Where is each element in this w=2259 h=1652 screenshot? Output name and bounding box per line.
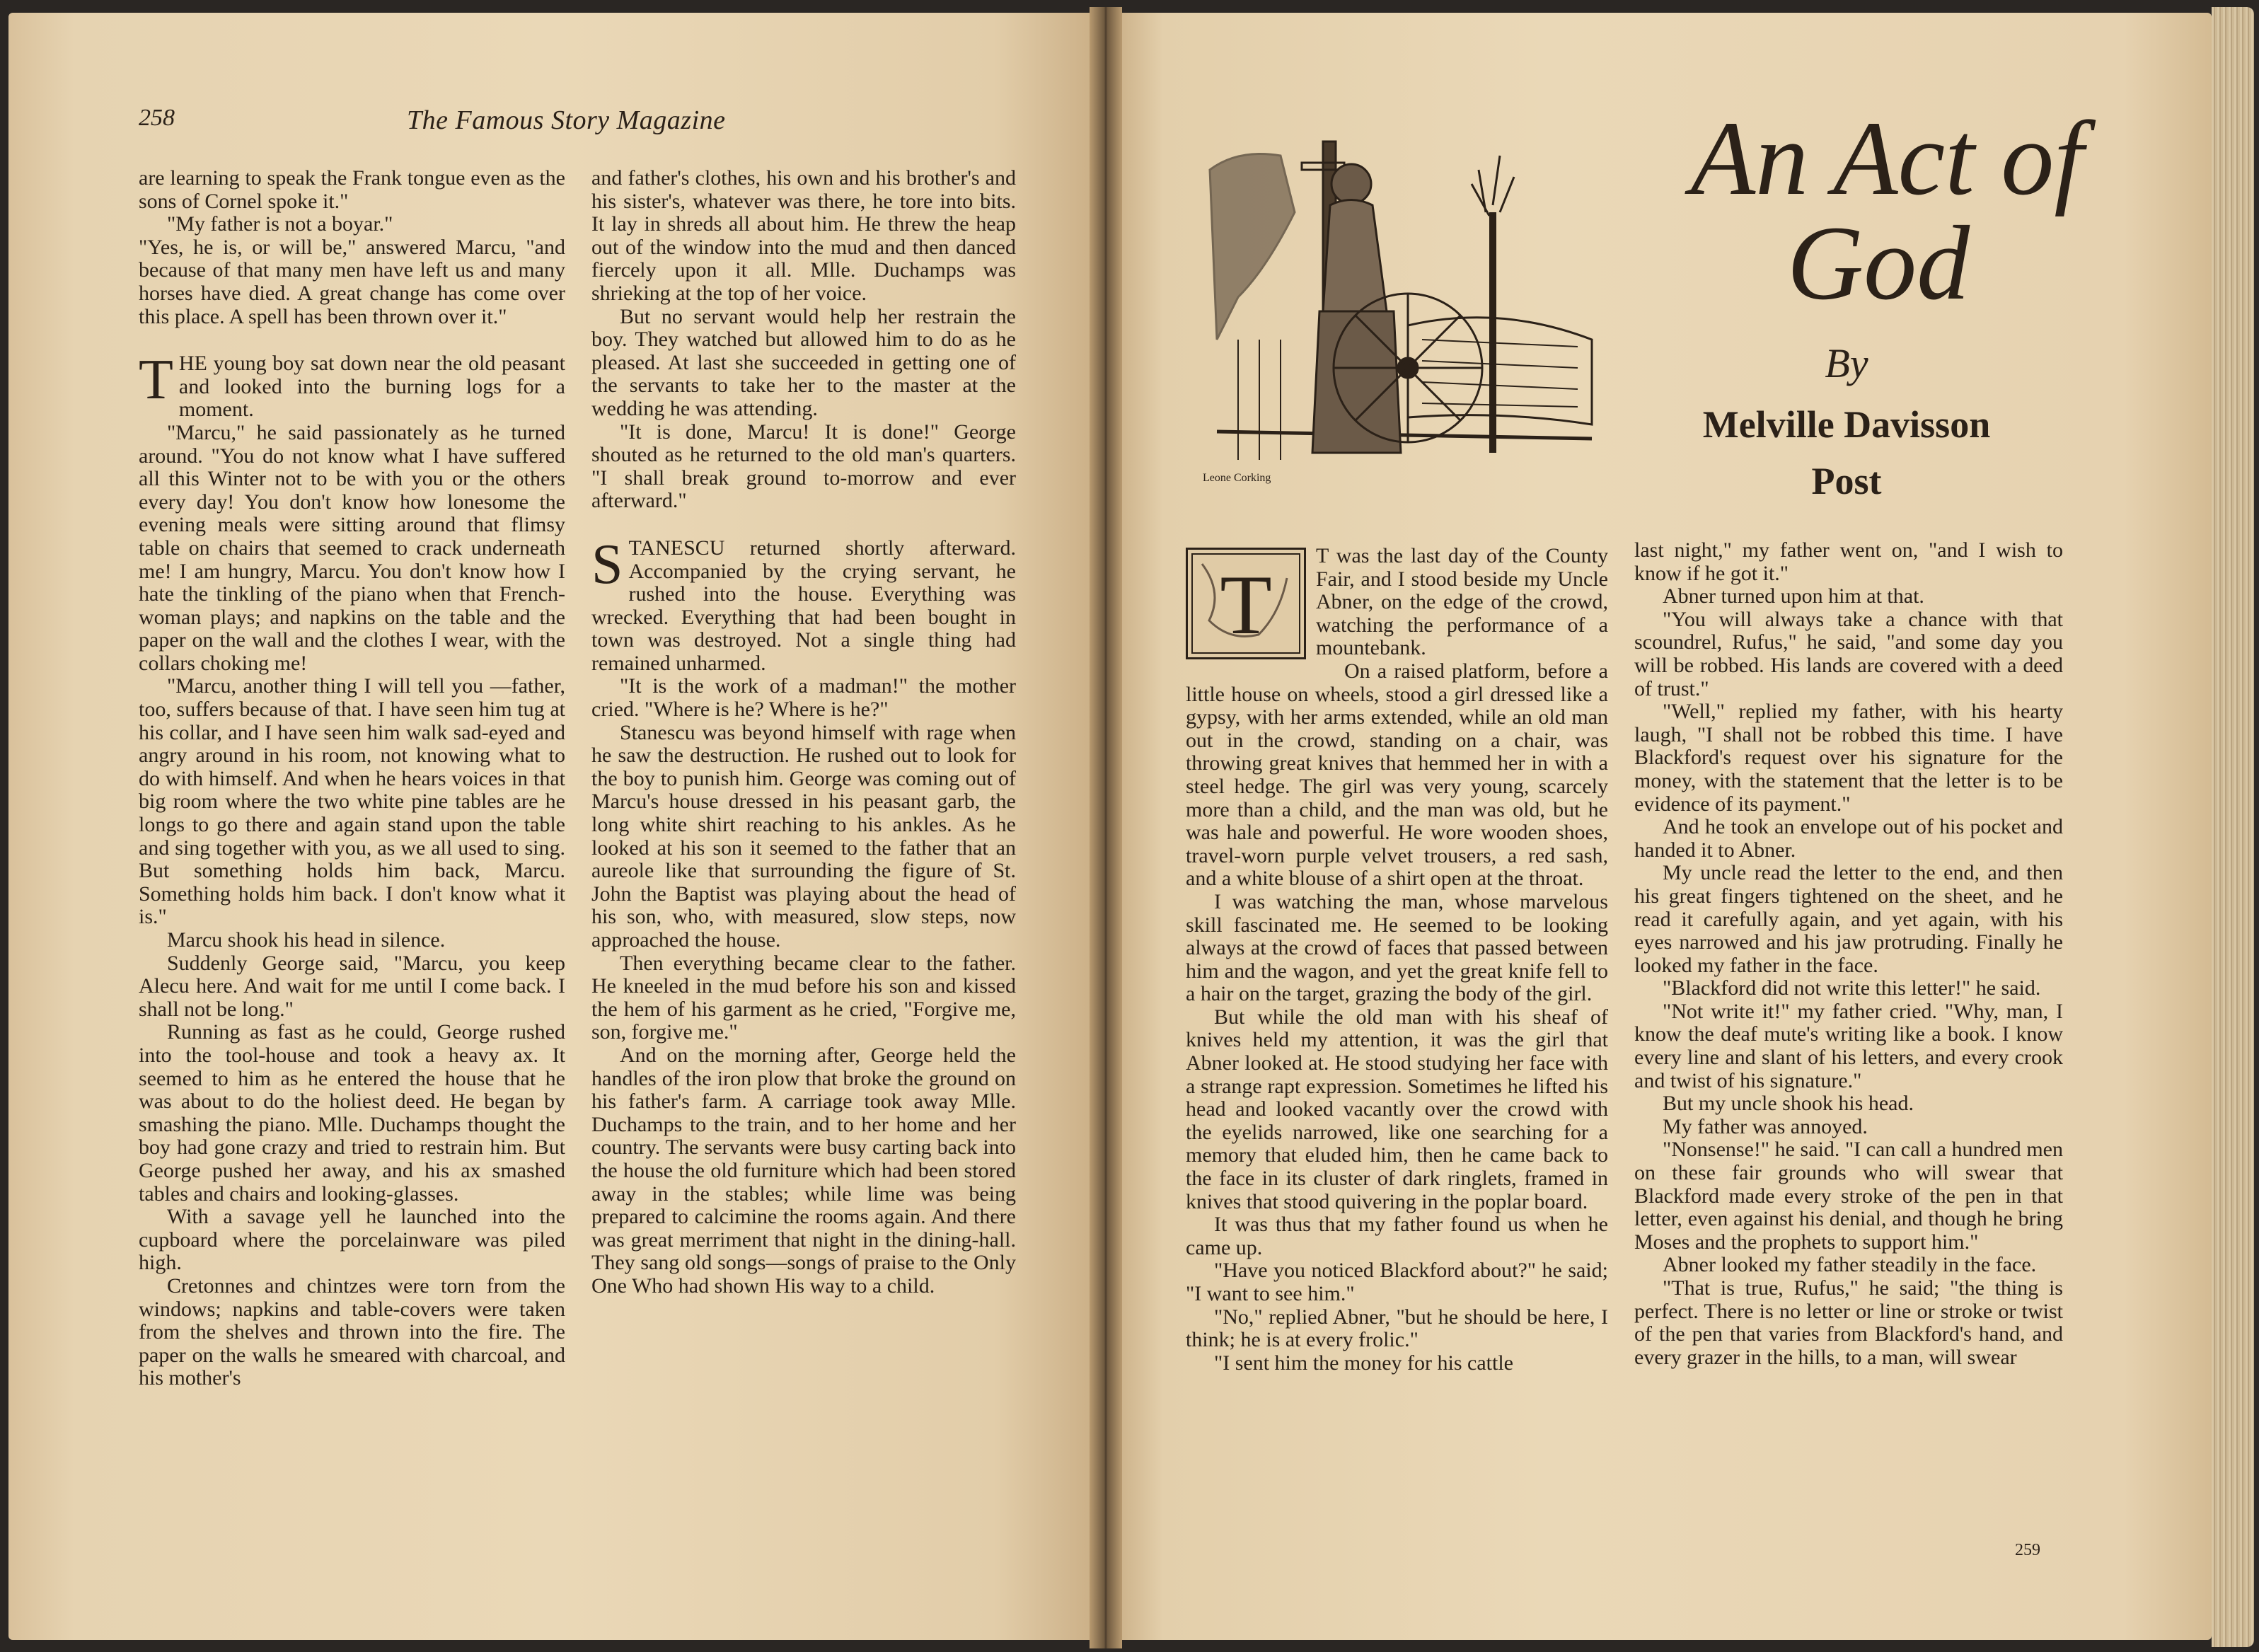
paragraph-text: Then everything became clear to the father. He kneeled in the mud before his son and kissed the hem of his garment as he cried, "Forgive me, son, forgive me." [591, 951, 1016, 1044]
paragraph-text: But no servant would help her restrain the boy. They watched but allowed him to do as he pleased. At last she succeeded in getting one of the servants to take her to the master at the wedding he was attending. [591, 304, 1016, 420]
paragraph [1186, 545, 1608, 660]
paragraph [591, 167, 1016, 306]
paragraph-text: "Well," replied my father, with his hearty laugh, "I shall not be robbed this time. I have Blackford's request over his signature for the money, with the statement that the letter is to be evidence of its payment." [1634, 700, 2063, 816]
paragraph [1634, 1254, 2063, 1277]
page-number-right: 259 [2015, 1541, 2040, 1559]
paragraph-text: Cretonnes and chintzes were torn from the windows; napkins and table-covers were taken from the shelves and thrown into the fire. The paper on the walls he smeared with charcoal, and his mother's [139, 1273, 565, 1390]
paragraph [139, 675, 565, 929]
paragraph [591, 722, 1016, 952]
author-line-1: Melville Davisson [1702, 403, 1991, 446]
paragraph [1634, 816, 2063, 862]
title-line-2: God [1786, 204, 1970, 322]
paragraph [1186, 1352, 1608, 1375]
running-head: The Famous Story Magazine [407, 105, 726, 135]
paragraph-text: "Blackford did not write this letter!" he said. [1663, 976, 2041, 1000]
paragraph-text: With a savage yell he launched into the cupboard where the porcelainware was piled high. [139, 1205, 565, 1275]
author-name [1606, 396, 2087, 509]
paragraph [1634, 539, 2063, 585]
paragraph-text: "Marcu, another thing I will tell you —father, too, suffers because of that. I have seen him tug at his collar, and I have seen him walk sad-eyed and angry around in his room, not knowing what to do with himself. And when he hears voices in that big room where the two white pine tables are he longs to go there and again stand upon the table and sing together with you, as we all used to sing. But something holds him back, Marcu. Something holds him back. I don't know what it is." [139, 674, 565, 929]
illustrator-signature: Leone Corking [1203, 472, 1271, 484]
paragraph [591, 306, 1016, 421]
paragraph [139, 167, 565, 213]
paragraph [1634, 977, 2063, 1000]
right-column-2 [1634, 539, 2063, 1369]
paragraph-text: I was watching the man, whose marvelous skill fascinated me. He seemed to be looking always at the crowd of faces that passed between him and the wagon, and yet the great knife fell to a hair on the target, grazing the body of the girl. [1186, 889, 1608, 1006]
title-line-1: An Act of [1690, 100, 2084, 217]
paragraph-text: "Not write it!" my father cried. "Why, man, I know the deaf mute's writing like a book. I know every line and slant of his letters, and every crook and twist of his signature." [1634, 999, 2063, 1092]
paragraph-text: "I sent him the money for his cattle [1214, 1351, 1513, 1375]
paragraph [1186, 1006, 1608, 1213]
paragraph [1186, 1259, 1608, 1305]
paragraph-text: Abner looked my father steadily in the face. [1663, 1253, 2037, 1277]
paragraph [1634, 1000, 2063, 1092]
drop-cap: T [139, 349, 173, 412]
paragraph [1634, 862, 2063, 977]
paragraph-text: My uncle read the letter to the end, and then his great fingers tightened on the sheet, and he read it carefully again, and yet again, with his eyes narrowed and his jaw protruding. Finally he looked my father in the face. [1634, 861, 2063, 977]
section-break [139, 328, 565, 352]
paragraph-text: "My father is not a boyar." [167, 212, 393, 236]
paragraph [1634, 1277, 2063, 1369]
paragraph-text: My father was annoyed. [1663, 1114, 1868, 1138]
author-line-2: Post [1811, 460, 1882, 502]
paragraph-text: It was thus that my father found us when he came up. [1186, 1213, 1608, 1259]
paragraph [1634, 1092, 2063, 1116]
paragraph-text: But while the old man with his sheaf of knives held my attention, it was the girl that Abner looked at. He stood studying her face with a strange rapt expression. Sometimes he lifted his head and looked vacantly over the crowd with the eyelids narrowed, like one searching for a memory that eluded him, then he came back to the face in its cluster of dark ringlets, framed in knives that stood quivering in the poplar board. [1186, 1005, 1608, 1213]
paragraph [1634, 608, 2063, 700]
paragraph [139, 349, 565, 422]
paragraph [1634, 1116, 2063, 1139]
drop-cap: S [591, 533, 623, 596]
paragraph [139, 1275, 565, 1390]
paragraph-text: TANESCU returned shortly afterward. Accompanied by the crying servant, he rushed into the house. Everything was wrecked. Everything that had been bought in town was destroyed. Not a single thing had remained unharmed. [591, 536, 1016, 675]
ornamental-initial [1186, 548, 1306, 659]
paragraph-text: "Yes, he is, or will be," answered Marcu, "and because of that many men have left us and many horses have died. A great change has come over this place. A spell has been thrown over it." [139, 235, 565, 328]
svg-text:T: T [1220, 558, 1272, 652]
paragraph [1634, 585, 2063, 608]
paragraph [1186, 1306, 1608, 1352]
paragraph-text: "No," replied Abner, "but he should be here, I think; he is at every frolic." [1186, 1305, 1608, 1352]
page-edges [2212, 7, 2254, 1647]
paragraph-text: Running as fast as he could, George rushed into the tool-house and took a heavy ax. It seemed to him as he entered the house that he was about to do the holiest deed. He began by smashing the piano. Mlle. Duchamps thought the boy had gone crazy and tried to restrain him. But George pushed her away, and his ax smashed tables and chairs and looking-glasses. [139, 1020, 565, 1206]
paragraph [1634, 1138, 2063, 1254]
book-gutter [1090, 7, 1122, 1648]
paragraph [1186, 891, 1608, 1006]
paragraph-text: And he took an envelope out of his pocket and handed it to Abner. [1634, 815, 2063, 862]
paragraph [591, 952, 1016, 1044]
paragraph [139, 929, 565, 952]
paragraph-text: and father's clothes, his own and his brother's and his sister's, whatever was there, he tore into bits. It lay in shreds all about him. He threw the heap out of the window into the mud and then danced fiercely upon it all. Mlle. Duchamps was shrieking at the top of her voice. [591, 166, 1016, 305]
paragraph [591, 421, 1016, 513]
paragraph-text: "That is true, Rufus," he said; "the thing is perfect. There is no letter or line or stroke or twist of the pen that varies from Blackford's hand, and every grazer in the hills, to a man, will swear [1634, 1276, 2063, 1369]
section-break [591, 513, 1016, 537]
paragraph-text: "It is done, Marcu! It is done!" George shouted as he returned to the old man's quarters. "I shall break ground to-morrow and ever afterward." [591, 420, 1016, 513]
paragraph-text: "It is the work of a madman!" the mother cried. "Where is he? Where is he?" [591, 674, 1016, 722]
paragraph [139, 236, 565, 328]
paragraph-text: "Marcu," he said passionately as he turned around. "You do not know what I have suffered all this Winter not to be with you or the others every day! You don't know how lonesome the evening meals were sitting around that flimsy table on chairs that seemed to crack underneath me! I am hungry, Marcu. You don't know how I hate the tinkling of the piano when that French-woman plays; and napkins on the table and the paper on the wall and the clothes I wear, with the collars choking me! [139, 420, 565, 675]
paragraph-text: "Nonsense!" he said. "I can call a hundred men on these fair grounds who will swear that Blackford made every stroke of the pen in that letter, even against his denial, and though he bring Moses and the prophets to support him." [1634, 1138, 2063, 1254]
paragraph [1186, 1213, 1608, 1259]
paragraph-text: "Have you noticed Blackford about?" he said; "I want to see him." [1186, 1259, 1608, 1305]
left-column-2 [591, 167, 1016, 1298]
paragraph [591, 1044, 1016, 1298]
paragraph [139, 1021, 565, 1206]
paragraph-text: But my uncle shook his head. [1663, 1092, 1914, 1116]
right-column-1 [1186, 545, 1608, 1375]
paragraph-text: Marcu shook his head in silence. [167, 928, 446, 952]
story-illustration [1196, 127, 1634, 495]
paragraph-text: And on the morning after, George held the handles of the iron plow that broke the ground on his father's farm. A carriage took away Mlle. Duchamps to the train, and to her home and her country. The servants were busy carting back into the house the old furniture which had been stored away in the stables; while lime was being prepared to calcimine the rooms again. And there was great merriment that night in the dining-hall. They sang old songs—songs of praise to the Only One Who had shown His way to a child. [591, 1043, 1016, 1298]
paragraph [139, 1206, 565, 1275]
paragraph [1634, 700, 2063, 816]
paragraph [591, 533, 1016, 676]
paragraph [591, 675, 1016, 721]
paragraph-text: Suddenly George said, "Marcu, you keep Alecu here. And wait for me until I come back. I shall not be long." [139, 951, 565, 1021]
paragraph [139, 422, 565, 676]
paragraph-text: "You will always take a chance with that scoundrel, Rufus," he said, "and some day you will be robbed. His lands are covered with a deed of trust." [1634, 607, 2063, 700]
paragraph-text: T was the last day of the County Fair, and I stood beside my Uncle Abner, on the edge of the crowd, watching the performance of a mountebank. [1316, 544, 1608, 660]
paragraph-text: Abner turned upon him at that. [1663, 584, 1924, 608]
paragraph-text: Stanescu was beyond himself with rage when he saw the destruction. He rushed out to look for the boy to punish him. George was coming out of Marcu's house dressed in his peasant garb, the long white shirt reaching to his ankles. As he looked at his son it seemed to the father that an aureole like that surrounding the figure of St. John the Baptist was playing about the head of his son, who, with measured, slow steps, now approached the house. [591, 720, 1016, 952]
byline: By [1825, 340, 1868, 386]
paragraph [139, 213, 565, 236]
paragraph-text: HE young boy sat down near the old peasant and looked into the burning logs for a moment. [178, 352, 565, 422]
paragraph-text: On a raised platform, before a little house on wheels, stood a girl dressed like a gypsy, with her arms extended, while an old man out in the crowd, standing on a chair, was throwing great knives that hemmed her in with a steel hedge. The girl was very young, scarcely more than a child, and the man was old, but he was hale and powerful. He wore wooden shoes, travel-worn purple velvet trousers, a red sash, and a white blouse of a shirt open at the throat. [1186, 659, 1608, 891]
paragraph-text: are learning to speak the Frank tongue even as the sons of Cornel spoke it." [139, 166, 565, 213]
story-title [1617, 100, 2084, 322]
paragraph-text: last night," my father went on, "and I wish to know if he got it." [1634, 538, 2063, 585]
paragraph [1186, 660, 1608, 891]
page-number-left: 258 [139, 105, 175, 131]
left-column-1 [139, 167, 565, 1390]
paragraph [139, 952, 565, 1022]
